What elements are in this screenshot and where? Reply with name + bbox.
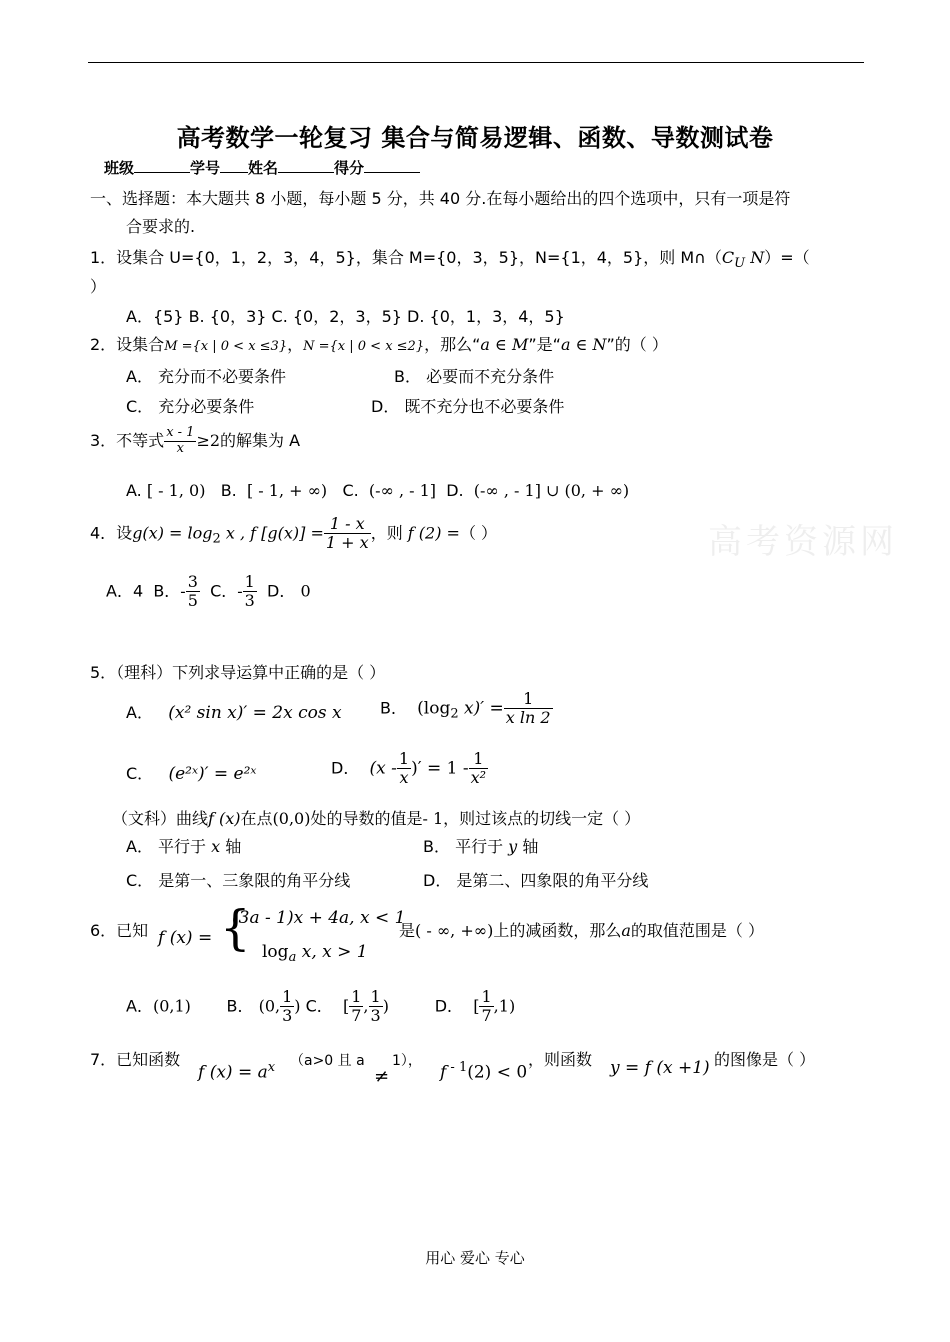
score-label: 得分 [334, 159, 365, 177]
question-4-stem: 4．设$g(x) = \log_2 x$ , f [g(x)] = $\frac{1 - x}{1 + x}$ ，则 f (2) =（ ） [90, 514, 498, 553]
q7-mid: ，则函数 [528, 1050, 593, 1069]
question-4-options: A．4 B．- $\frac{3}{5}$ C．- $\frac{1}{3}$ D． 0 [106, 572, 311, 611]
question-2-option-a: A． 充分而不必要条件 [126, 367, 287, 386]
name-blank[interactable] [278, 158, 334, 173]
question-7-prefix: 7．已知函数 [90, 1050, 181, 1069]
q6-case-2: $\log_a x$, x > 1 [262, 942, 368, 966]
q6-case-1: (3a - 1)x + 4a, x < 1 [232, 908, 406, 928]
header-rule [88, 62, 864, 63]
q6-piecewise-brace: { [220, 900, 251, 956]
q7-neq-sign: ≠ [374, 1066, 390, 1087]
question-5-wenke-option-a: A． 平行于 x 轴 [126, 837, 242, 856]
q7-inverse: f $^{- 1}$(2) < 0 [440, 1060, 528, 1083]
q7-function: f $(x) = a^x$ [198, 1060, 276, 1083]
question-5-option-b: B． ($\log_2$ x)′ = $\frac{1}{\text{x ln 2}}$ [380, 689, 551, 728]
question-5-stem: 5．（理科）下列求导运算中正确的是（ ） [90, 663, 386, 682]
q6-function-name: f (x) = [158, 928, 213, 948]
question-2-option-c: C． 充分必要条件 [126, 397, 255, 416]
score-blank[interactable] [364, 158, 420, 173]
question-5-option-c: C． (e²ˣ)′ = e²ˣ [126, 764, 257, 784]
question-2-stem: 2．设集合M ={x | 0 < x ≤3}，N ={x | 0 < x ≤2}，那么“a ∈ M”是“a ∈ N”的（ ） [90, 335, 668, 354]
question-3-options: A. [ - 1, 0) B. [ - 1, + ∞) C. (-∞ , - 1] D. (-∞ , - 1] ∪ (0, + ∞) [126, 481, 630, 500]
student-info-line [104, 157, 420, 178]
question-1-options: A．{5} B. {0，3} C. {0，2，3，5} D. {0，1，3，4，5} [126, 307, 565, 326]
name-label: 姓名 [248, 159, 279, 177]
watermark-logo: 高考资源网 [708, 522, 898, 562]
q7-condition: （a>0 且 a [290, 1053, 365, 1069]
question-5-option-d: D． (x - $\frac{1}{x}$ )′ = 1 - $\frac{1}{\text{x²}}$ [331, 749, 487, 788]
page-footer: 用心 爱心 专心 [425, 1249, 525, 1267]
question-5-option-a: A． (x² sin x)′ = 2x cos x [126, 703, 342, 723]
question-6-stem-rest: 是( - ∞, +∞)上的减函数，那么a的取值范围是（ ） [399, 921, 764, 940]
class-label: 班级 [104, 159, 135, 177]
question-5-wenke-option-c: C． 是第一、三象限的角平分线 [126, 871, 351, 890]
class-blank[interactable] [134, 158, 190, 173]
question-5-wenke-option-d: D． 是第二、四象限的角平分线 [423, 871, 649, 890]
section-instructions: 一、选择题：本大题共 8 小题，每小题 5 分，共 40 分.在每小题给出的四个选项中，只有一项是符 [90, 189, 791, 208]
q7-y-function: y = f (x +1) [610, 1058, 710, 1078]
number-label: 学号 [190, 159, 221, 177]
q4-fraction: $\frac{1 - x}{1 + x}$ [325, 514, 369, 553]
question-3-stem: 3．不等式 $\frac{x - 1}{x}$ ≥2的解集为 A [90, 425, 301, 456]
question-1-stem: 1．设集合 U={0，1，2，3，4，5}，集合 M={0，3，5}，N={1，4，5}，则 $M\cap(C_U$ N）=（ [90, 248, 810, 272]
question-2-option-d: D． 既不充分也不必要条件 [371, 397, 565, 416]
question-6-options: A．(0,1) B． (0, $\frac{1}{3}$ ) C． [ $\frac{1}{7}$ , $\frac{1}{3}$ ) D． [ $\frac{1}{7}$ ,1) [126, 987, 516, 1026]
page-title: 高考数学一轮复习 集合与简易逻辑、函数、导数测试卷 [176, 123, 774, 152]
q7-end: 的图像是（ ） [714, 1050, 816, 1069]
question-5-wenke-stem: （文科）曲线f (x)在点(0,0)处的导数的值是- 1，则过该点的切线一定（ ） [112, 809, 641, 828]
question-1-stem-cont: ） [90, 277, 107, 296]
q7-condition-end: 1）， [392, 1053, 422, 1069]
q3-fraction: $\frac{x - 1}{x}$ [166, 425, 195, 456]
question-6-prefix: 6．已知 [90, 921, 149, 940]
question-2-option-b: B． 必要而不充分条件 [394, 367, 555, 386]
section-instructions-cont: 合要求的. [126, 217, 196, 236]
number-blank[interactable] [220, 158, 248, 173]
question-5-wenke-option-b: B． 平行于 y 轴 [423, 837, 539, 856]
